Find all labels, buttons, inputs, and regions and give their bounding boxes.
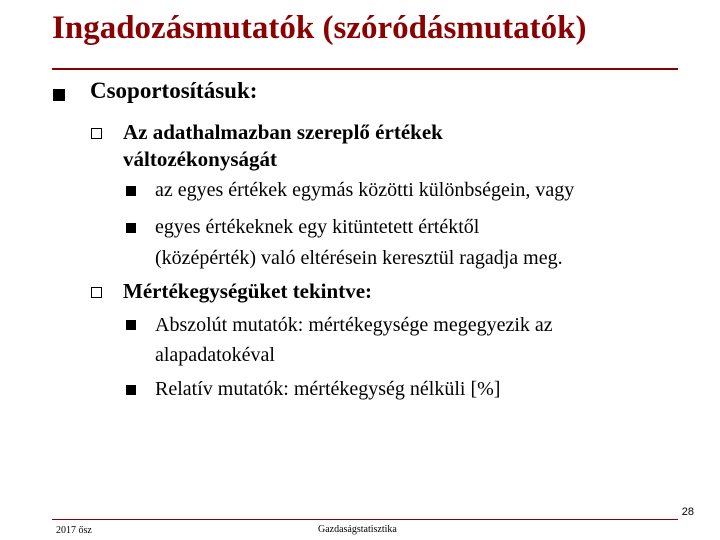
hollow-square-bullet-icon [91, 128, 102, 139]
footer-divider [52, 519, 678, 520]
title-divider [52, 68, 678, 70]
group2-line1: Mértékegységüket tekintve: [123, 279, 373, 303]
group2-sub1-line1: Abszolút mutatók: mértékegysége megegyezik az [155, 314, 553, 336]
group2-sub1-line2: alapadatokéval [155, 344, 275, 366]
square-bullet-icon [126, 186, 136, 196]
page-number: 28 [681, 506, 694, 518]
level1-heading: Csoportosításuk: [90, 78, 258, 103]
group2-sub2: Relatív mutatók: mértékegység nélküli [%] [155, 378, 501, 400]
square-bullet-icon [53, 89, 65, 101]
footer-course: Gazdaságstatisztika [318, 524, 397, 535]
slide-title: Ingadozásmutatók (szóródásmutatók) [52, 10, 587, 46]
group1-sub1: az egyes értékek egymás közötti különbségein, vagy [155, 179, 575, 201]
group1-line2: változékonyságát [123, 147, 277, 171]
square-bullet-icon [126, 385, 136, 395]
hollow-square-bullet-icon [91, 287, 102, 298]
group1-line1: Az adathalmazban szereplő értékek [123, 120, 443, 144]
group1-sub2-line1: egyes értékeknek egy kitüntetett értéktől [155, 216, 480, 238]
group1-sub2-line2: (középérték) való eltérésein keresztül ragadja meg. [155, 247, 563, 269]
footer-semester: 2017 ősz [56, 525, 92, 536]
square-bullet-icon [126, 320, 136, 330]
square-bullet-icon [126, 223, 136, 233]
